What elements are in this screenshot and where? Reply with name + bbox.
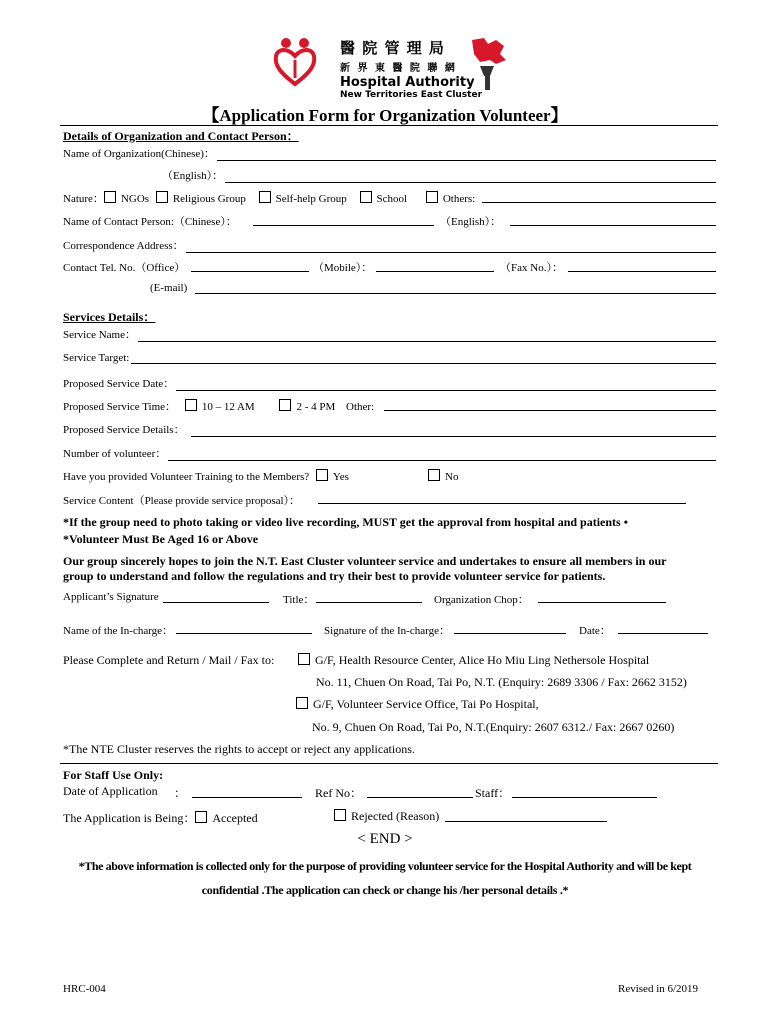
contact-chinese-label: Name of Contact Person:（Chinese）： xyxy=(63,216,237,228)
logo-english-title: Hospital Authority xyxy=(340,75,475,90)
incharge-signature-field[interactable] xyxy=(454,633,566,634)
return-option1-line2: No. 11, Chuen On Road, Tai Po, N.T. (Enquiry: 2689 3306 / Fax: 2662 3152) xyxy=(316,675,687,689)
contact-chinese-field[interactable] xyxy=(253,225,434,226)
training-no xyxy=(428,469,458,483)
training-no-label: No xyxy=(445,471,459,483)
title-divider xyxy=(60,125,718,126)
org-name-chinese-field[interactable] xyxy=(217,149,716,161)
training-yes-label: Yes xyxy=(332,471,349,483)
accepted-checkbox[interactable] xyxy=(195,811,207,823)
return-option2-line1: G/F, Volunteer Service Office, Tai Po Hospital, xyxy=(313,697,539,711)
staff-divider xyxy=(60,763,718,764)
service-name-field[interactable] xyxy=(138,330,716,342)
being-label: The Application is Being： xyxy=(63,811,196,825)
incharge-signature-label: Signature of the In-charge： xyxy=(324,625,450,637)
applicant-signature-label: Applicant’s Signature xyxy=(63,591,159,603)
tel-mobile-label: （Mobile）： xyxy=(313,262,373,274)
date-label: Date： xyxy=(579,625,611,637)
fax-label: （Fax No.）： xyxy=(500,262,563,274)
service-target-row xyxy=(63,352,716,364)
date-application-colon: ： xyxy=(174,786,187,800)
nature-ngos-checkbox[interactable] xyxy=(104,191,116,203)
org-name-english-field[interactable] xyxy=(225,171,716,183)
return-label: Please Complete and Return / Mail / Fax to: xyxy=(63,653,275,667)
volunteer-number-row xyxy=(63,445,716,461)
service-time-row xyxy=(63,398,374,414)
time-10-12-checkbox[interactable] xyxy=(185,399,197,411)
training-yes-checkbox[interactable] xyxy=(316,469,328,481)
revision-date: Revised in 6/2019 xyxy=(618,983,699,995)
nature-selfhelp-checkbox[interactable] xyxy=(259,191,271,203)
service-date-row xyxy=(63,375,716,391)
rejected-label: Rejected (Reason) xyxy=(351,809,440,823)
service-date-field[interactable] xyxy=(176,379,716,391)
tel-office-field[interactable] xyxy=(191,271,309,272)
org-name-chinese-label: Name of Organization(Chinese)： xyxy=(63,148,215,160)
service-details-row xyxy=(63,421,716,437)
email-row xyxy=(150,282,716,294)
section2-heading: Services Details： xyxy=(63,310,156,324)
rejected-checkbox[interactable] xyxy=(334,809,346,821)
nature-others-label: Others: xyxy=(442,193,476,205)
being-row xyxy=(63,809,258,826)
training-question: Have you provided Volunteer Training to the Members? xyxy=(63,471,310,483)
contact-english-field[interactable] xyxy=(510,225,716,226)
logo-english-sub: New Territories East Cluster xyxy=(340,90,483,100)
fax-field[interactable] xyxy=(568,271,716,272)
address-row xyxy=(63,237,716,253)
return-option2-checkbox[interactable] xyxy=(296,697,308,709)
staff-heading: For Staff Use Only: xyxy=(63,768,164,782)
end-mark: < END > xyxy=(357,831,413,847)
section1-heading: Details of Organization and Contact Person： xyxy=(63,129,299,143)
incharge-name-field[interactable] xyxy=(176,633,312,634)
incharge-name-label: Name of the In-charge： xyxy=(63,625,174,637)
date-application-label: Date of Application xyxy=(63,784,158,798)
nature-selfhelp-label: Self-help Group xyxy=(275,193,347,205)
service-name-label: Service Name： xyxy=(63,329,136,341)
title-field[interactable] xyxy=(316,602,422,603)
declaration-line2: group to understand and follow the regulations and try their best to provide volunteer service for patients. xyxy=(63,569,606,583)
service-details-label: Proposed Service Details： xyxy=(63,424,185,436)
org-chop-field[interactable] xyxy=(538,602,666,603)
ref-no-field[interactable] xyxy=(367,797,473,798)
time-other-label: Other: xyxy=(346,401,375,413)
time-2-4-checkbox[interactable] xyxy=(279,399,291,411)
org-name-english-row xyxy=(162,167,716,183)
service-details-field[interactable] xyxy=(191,425,716,437)
applicant-signature-field[interactable] xyxy=(163,602,269,603)
ha-logo-icon xyxy=(272,36,332,88)
service-content-field[interactable] xyxy=(318,503,686,504)
contact-english-label: （English）： xyxy=(440,216,502,228)
address-label: Correspondence Address： xyxy=(63,240,184,252)
nature-school-checkbox[interactable] xyxy=(360,191,372,203)
service-target-label: Service Target: xyxy=(63,352,130,364)
nature-religious-checkbox[interactable] xyxy=(156,191,168,203)
service-time-label: Proposed Service Time： xyxy=(63,401,177,413)
rejected-reason-field[interactable] xyxy=(445,821,607,822)
return-option1-line1: G/F, Health Resource Center, Alice Ho Miu Ling Nethersole Hospital xyxy=(315,653,650,667)
tel-office-label: Contact Tel. No.（Office） xyxy=(63,262,186,274)
logo-chinese-sub: 新 界 東 醫 院 聯 網 xyxy=(340,63,457,74)
rejected-row xyxy=(334,809,439,824)
title-label: Title： xyxy=(283,594,315,606)
nature-row xyxy=(63,190,723,206)
age-notice: *Volunteer Must Be Aged 16 or Above xyxy=(63,532,259,546)
date-application-field[interactable] xyxy=(192,797,302,798)
nature-others-field[interactable] xyxy=(482,202,716,203)
service-content-label: Service Content（Please provide service proposal）： xyxy=(63,495,301,507)
tel-mobile-field[interactable] xyxy=(376,271,494,272)
volunteer-number-field[interactable] xyxy=(168,449,716,461)
nature-others-checkbox[interactable] xyxy=(426,191,438,203)
time-10-12-label: 10 – 12 AM xyxy=(201,401,255,413)
return-option1 xyxy=(298,653,649,668)
time-other-field[interactable] xyxy=(384,410,716,411)
declaration-line1: Our group sincerely hopes to join the N.T. East Cluster volunteer service and undertakes to ensure all members in our xyxy=(63,554,667,568)
logo-chinese-title: 醫 院 管 理 局 xyxy=(340,39,445,57)
accepted-label: Accepted xyxy=(212,811,258,825)
time-2-4-label: 2 - 4 PM xyxy=(296,401,336,413)
form-title: 【Application Form for Organization Volunteer】 xyxy=(202,106,568,125)
return-option2-line2: No. 9, Chuen On Road, Tai Po, N.T.(Enquiry: 2607 6312./ Fax: 2667 0260) xyxy=(312,720,675,734)
form-code: HRC-004 xyxy=(63,983,106,995)
org-name-chinese-row xyxy=(63,145,716,161)
footer-notice-line1: *The above information is collected only for the purpose of providing volunteer service for the Hospital Authority and will be kept xyxy=(78,859,692,873)
training-no-checkbox[interactable] xyxy=(428,469,440,481)
nature-school-label: School xyxy=(376,193,408,205)
service-name-row xyxy=(63,326,716,342)
service-target-field[interactable] xyxy=(131,352,716,364)
ref-no-label: Ref No： xyxy=(315,786,362,800)
return-option1-checkbox[interactable] xyxy=(298,653,310,665)
footer-notice-line2: confidential .The application can check or change his /her personal details .* xyxy=(201,883,569,897)
date-field[interactable] xyxy=(618,633,708,634)
address-field[interactable] xyxy=(186,241,716,253)
volunteer-number-label: Number of volunteer： xyxy=(63,448,167,460)
staff-field[interactable] xyxy=(512,797,657,798)
staff-label: Staff： xyxy=(475,786,511,800)
email-field[interactable] xyxy=(195,282,716,294)
return-option2 xyxy=(296,697,539,712)
nature-ngos-label: NGOs xyxy=(120,193,150,205)
training-row xyxy=(63,469,349,483)
nature-label: Nature： xyxy=(63,193,104,205)
email-label: (E-mail) xyxy=(150,282,188,294)
service-date-label: Proposed Service Date： xyxy=(63,378,175,390)
org-chop-label: Organization Chop： xyxy=(434,594,529,606)
org-name-english-label: （English）： xyxy=(162,170,224,182)
hk-map-torch-icon xyxy=(466,36,510,92)
nature-religious-label: Religious Group xyxy=(172,193,246,205)
reserve-note: *The NTE Cluster reserves the rights to accept or reject any applications. xyxy=(63,742,415,756)
photo-notice: *If the group need to photo taking or video live recording, MUST get the approval from hospital and patients • xyxy=(63,515,628,529)
